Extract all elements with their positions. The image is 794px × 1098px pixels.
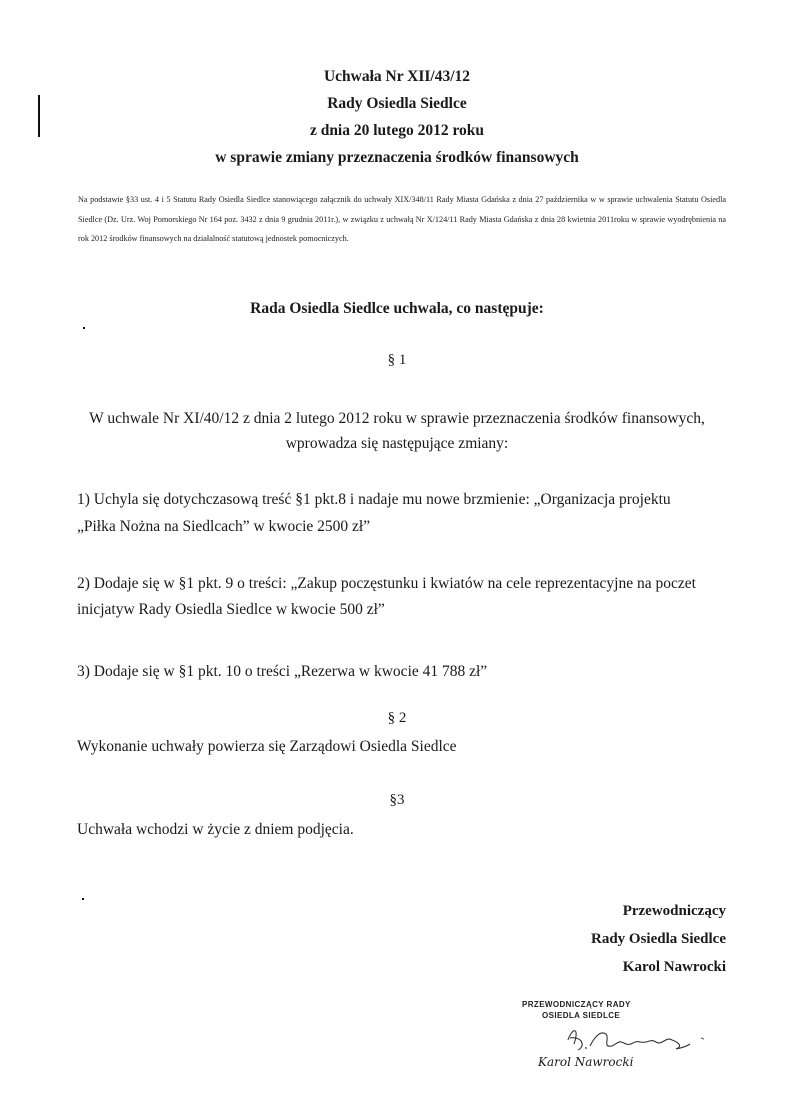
signatory-title: Przewodniczący: [622, 903, 726, 919]
resolution-date: z dnia 20 lutego 2012 roku: [309, 122, 485, 139]
resolution-number: Uchwała Nr XII/43/12: [323, 68, 471, 85]
section-3-mark: §3: [389, 792, 405, 808]
handwritten-signature: [560, 1018, 710, 1060]
stamp-printed-name: Karol Nawrocki: [538, 1055, 634, 1069]
stamp-line-2: OSIEDLA SIEDLCE: [542, 1011, 621, 1020]
section-1-text-line1: W uchwale Nr XI/40/12 z dnia 2 lutego 2012 roku w sprawie przeznaczenia środków finansowych,: [89, 410, 705, 427]
resolution-subject: w sprawie zmiany przeznaczenia środków finansowych: [215, 149, 579, 166]
amendment-1-line2: „Piłka Nożna na Siedlcach” w kwocie 2500 zł”: [77, 518, 371, 535]
amendment-2-line1: 2) Dodaje się w §1 pkt. 9 o treści: „Zakup poczęstunku i kwiatów na cele reprezentacyjne na poczet: [77, 575, 696, 592]
section-3-text: Uchwała wchodzi w życie z dniem podjęcia.: [77, 821, 354, 838]
signature-scribble: [560, 1018, 710, 1060]
signatory-body: Rady Osiedla Siedlce: [590, 931, 726, 947]
scan-speck: [83, 327, 85, 329]
amendment-1-line1: 1) Uchyla się dotychczasową treść §1 pkt.8 i nadaje mu nowe brzmienie: „Organizacja projektu: [77, 491, 671, 508]
legal-basis: Na podstawie §33 ust. 4 i 5 Statutu Rady Osiedla Siedlce stanowiącego załącznik do uchwały XIX/348/11 Rady Miasta Gdańska z dnia 27 października w w sprawie uchwalenia Statutu Osiedla Siedlce (Dz. Urz. Woj Pomorskiego Nr 164 poz. 3432 z dnia 9 grudnia 2011r.), w związku z uchwałą Nr X/124/11 Rady Miasta Gdańska z dnia 28 kwietnia 2011roku w sprawie wyodrębnienia na rok 2012 środków finansowych na działalność statutową jednostek pomocniczych.: [78, 195, 726, 243]
scan-speck: [82, 898, 84, 900]
section-1-text-line2: wprowadza się następujące zmiany:: [285, 435, 509, 452]
signatory-name: Karol Nawrocki: [622, 959, 726, 975]
section-2-mark: § 2: [387, 710, 407, 726]
section-1-mark: § 1: [387, 352, 407, 368]
amendment-2-line2: inicjatyw Rady Osiedla Siedlce w kwocie 500 zł”: [77, 601, 385, 618]
council-name: Rady Osiedla Siedlce: [327, 95, 467, 112]
stamp-line-1: PRZEWODNICZĄCY RADY: [522, 1000, 631, 1009]
section-2-text: Wykonanie uchwały powierza się Zarządowi Osiedla Siedlce: [77, 738, 457, 755]
resolution-intro: Rada Osiedla Siedlce uchwala, co następuje:: [250, 300, 544, 317]
amendment-3: 3) Dodaje się w §1 pkt. 10 o treści „Rezerwa w kwocie 41 788 zł”: [77, 663, 488, 680]
